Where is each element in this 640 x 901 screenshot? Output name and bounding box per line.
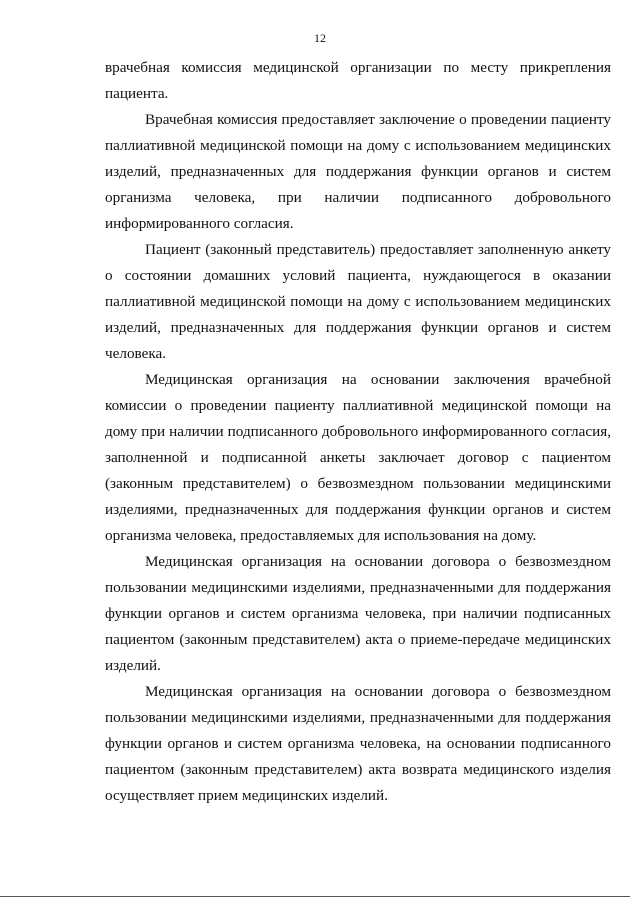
document-body [105,55,611,809]
paragraph: Врачебная комиссия предоставляет заключение о проведении пациенту паллиативной медицинской помощи на дому с использованием медицинских изделий, предназначенных для поддержания функции органов и систем организма человека, при наличии подписанного добровольного информированного согласия. [105,111,611,232]
footer-divider [0,896,630,897]
paragraph-continuation: врачебная комиссия медицинской организации по месту прикрепления пациента. [105,59,611,102]
paragraph: Медицинская организация на основании договора о безвозмездном пользовании медицинскими изделиями, предназначенными для поддержания функции органов и систем организма человека, на основании подписанного пациентом (законным представителем) акта возврата медицинского изделия осуществляет прием медицинских изделий. [105,683,611,804]
page-number: 12 [314,31,326,45]
paragraph: Медицинская организация на основании договора о безвозмездном пользовании медицинскими изделиями, предназначенными для поддержания функции органов и систем организма человека, при наличии подписанных пациентом (законным представителем) акта о приеме-передаче медицинских изделий. [105,553,611,674]
paragraph: Медицинская организация на основании заключения врачебной комиссии о проведении пациенту паллиативной медицинской помощи на дому при наличии подписанного добровольного информированного согласия, заполненной и подписанной анкеты заключает договор с пациентом (законным представителем) о безвозмездном пользовании медицинскими изделиями, предназначенных для поддержания функции органов и систем организма человека, предоставляемых для использования на дому. [105,371,611,544]
paragraph: Пациент (законный представитель) предоставляет заполненную анкету о состоянии домашних условий пациента, нуждающегося в оказании паллиативной медицинской помощи на дому с использованием медицинских изделий, предназначенных для поддержания функции органов и систем человека. [105,241,611,362]
